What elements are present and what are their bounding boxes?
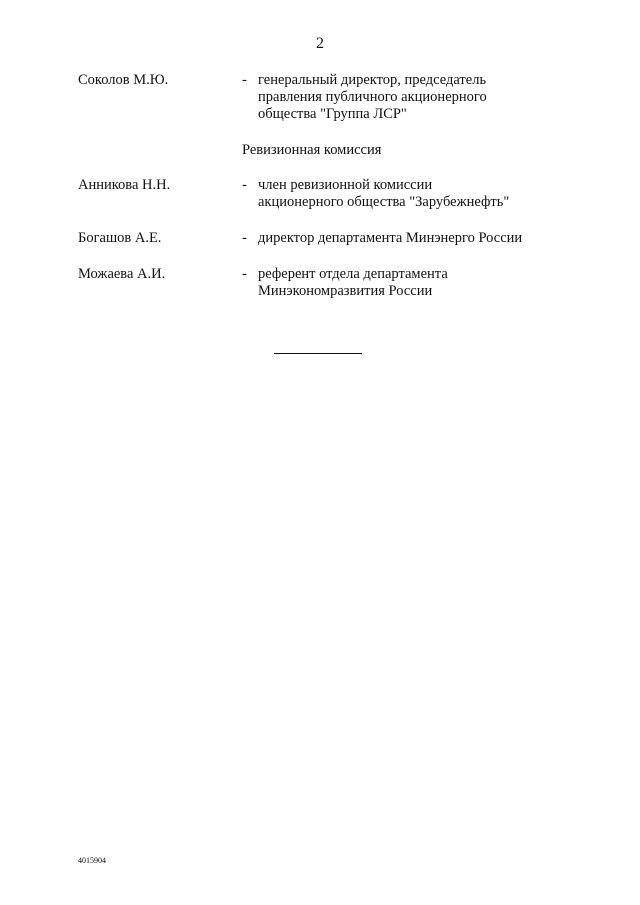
- document-code: 4015904: [78, 856, 106, 865]
- member-dash: -: [242, 177, 247, 193]
- member-role-line: общества "Группа ЛСР": [258, 106, 407, 122]
- member-role: [258, 266, 558, 300]
- member-role-line: член ревизионной комиссии: [258, 177, 433, 193]
- page-number: 2: [316, 35, 324, 52]
- member-role-line: генеральный директор, председатель: [258, 72, 487, 88]
- member-name: Богашов А.Е.: [78, 230, 162, 246]
- member-dash: -: [242, 72, 247, 88]
- member-name: Соколов М.Ю.: [78, 72, 169, 88]
- end-rule: [274, 353, 362, 354]
- member-role-line: референт отдела департамента: [258, 266, 448, 282]
- member-role: [258, 230, 558, 247]
- member-role: [258, 177, 558, 211]
- member-role: [258, 72, 558, 123]
- member-name: Анникова Н.Н.: [78, 177, 171, 193]
- section-heading: Ревизионная комиссия: [242, 142, 382, 158]
- member-dash: -: [242, 266, 247, 282]
- member-dash: -: [242, 230, 247, 246]
- member-role-line: акционерного общества "Зарубежнефть": [258, 194, 510, 210]
- member-name: Можаева А.И.: [78, 266, 166, 282]
- member-role-line: директор департамента Минэнерго России: [258, 230, 523, 246]
- member-role-line: правления публичного акционерного: [258, 89, 487, 105]
- member-role-line: Минэкономразвития России: [258, 283, 433, 299]
